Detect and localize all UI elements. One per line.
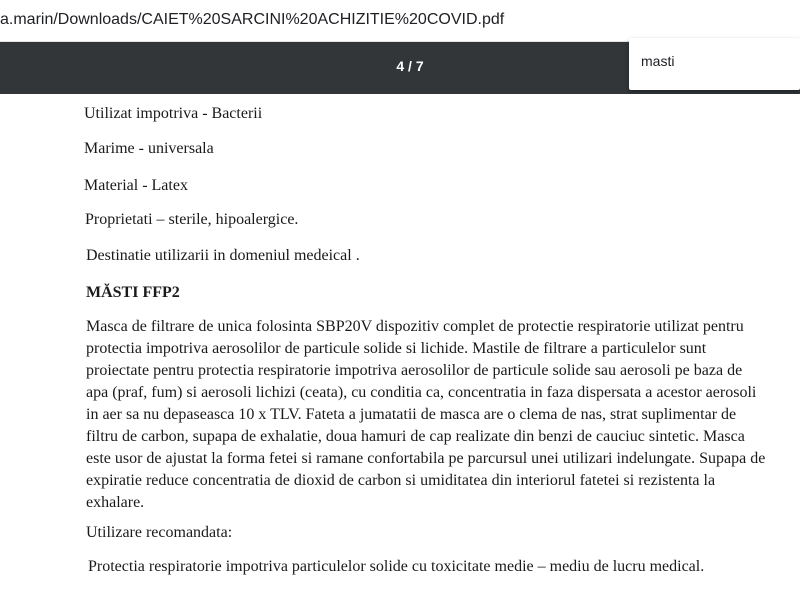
- find-input[interactable]: [641, 53, 791, 69]
- usage-label: Utilizare recomandata:: [86, 524, 233, 541]
- usage-text: Protectia respiratorie impotriva particulelor solide cu toxicitate medie – mediu de lucru medical.: [88, 558, 705, 575]
- find-bar: [629, 38, 800, 90]
- paragraph-line: Masca de filtrare de unica folosinta SBP20V dispozitiv complet de protectie respiratorie utilizat pentru: [86, 318, 744, 335]
- paragraph-line: apa (praf, fum) si aerosoli lichizi (ceata), cu conditia ca, concentratia in faza dispersata a acestor aerosoli: [86, 384, 757, 401]
- spec-line-destination: Destinatie utilizarii in domeniul medeical .: [86, 247, 360, 264]
- spec-line-usage: Utilizat impotriva - Bacterii: [84, 105, 263, 122]
- spec-line-size: Marime - universala: [84, 140, 214, 157]
- spec-line-properties: Proprietati – sterile, hipoalergice.: [85, 211, 299, 228]
- paragraph-line: in aer sa nu depaseasca 10 x TLV. Fateta a jumatatii de masca are o clema de nas, strat suplimentar de: [86, 406, 737, 423]
- section-heading: MĂSTI FFP2: [86, 284, 180, 301]
- address-bar[interactable]: [0, 0, 800, 42]
- paragraph-line: protectia impotriva aerosolilor de particule solide si lichide. Mastile de filtrare a particulelor sunt: [86, 340, 707, 357]
- page-indicator: 4 / 7: [396, 58, 424, 74]
- spec-line-material: Material - Latex: [84, 177, 188, 194]
- paragraph-line: este usor de ajustat la forma fetei si ramane confortabila pe parcursul unei utilizari indelungate. Supapa de: [86, 450, 766, 467]
- paragraph-line: filtru de carbon, supapa de exhalatie, doua hamuri de cap realizate din benzi de cauciuc sintetic. Masca: [86, 428, 745, 445]
- url-text[interactable]: a.marin/Downloads/CAIET%20SARCINI%20ACHIZITIE%20COVID.pdf: [0, 11, 505, 28]
- paragraph-line: expiratie reduce concentratia de dioxid de carbon si umiditatea din interiorul fatetei si rezistenta la: [86, 472, 716, 489]
- paragraph-line: exhalare.: [86, 494, 145, 511]
- paragraph-line: proiectate pentru protectia respiratorie impotriva aerosolilor de particule solide sau aerosoli pe baza de: [86, 362, 743, 379]
- pdf-page: [0, 94, 800, 598]
